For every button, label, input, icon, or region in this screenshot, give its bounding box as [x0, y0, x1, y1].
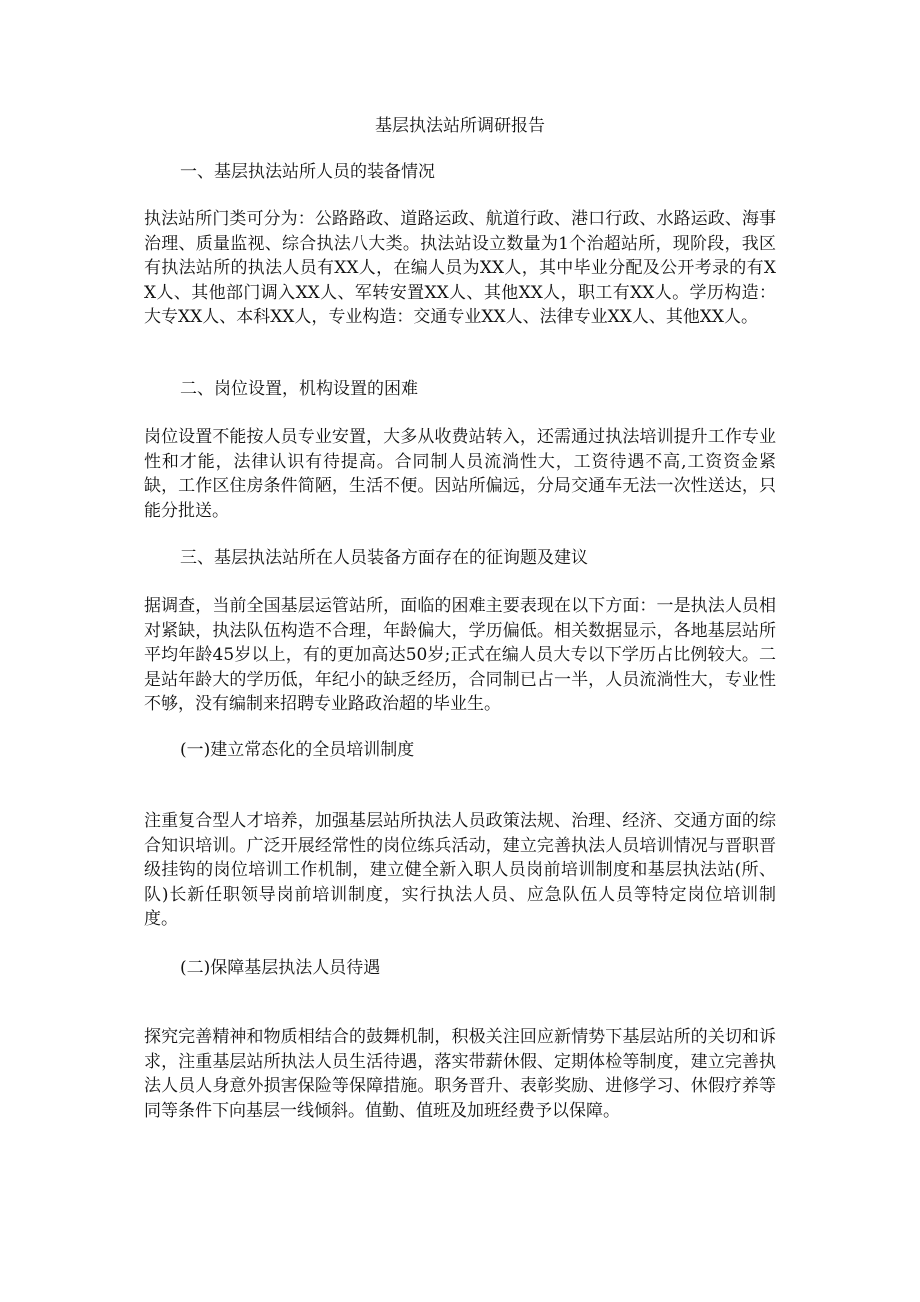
subsection-2-body: 探究完善精神和物质相结合的鼓舞机制，积极关注回应新情势下基层站所的关切和诉求，注重基层站所执法人员生活待遇，落实带薪休假、定期体检等制度，建立完善执法人员人身意外损害保险等保障措施。职务晋升、表彰奖励、进修学习、休假疗养等同等条件下向基层一线倾斜。值勤、值班及加班经费予以保障。 [144, 1027, 776, 1121]
subsection-1-heading: (一)建立常态化的全员培训制度 [180, 740, 415, 760]
section-1-body: 执法站所门类可分为：公路路政、道路运政、航道行政、港口行政、水路运政、海事治理、质量监视、综合执法八大类。执法站设立数量为1个治超站所，现阶段，我区有执法站所的执法人员有XX人，在编人员为XX人，其中毕业分配及公开考录的有XX人、其他部门调入XX人、军转安置XX人、其他XX人，职工有XX人。学历构造：大专XX人、本科XX人，专业构造：交通专业XX人、法律专业XX人、其他XX人。 [144, 209, 776, 328]
section-2-heading: 二、岗位设置，机构设置的困难 [180, 379, 418, 399]
subsection-2-heading: (二)保障基层执法人员待遇 [180, 958, 381, 978]
section-3-heading: 三、基层执法站所在人员装备方面存在的征询题及建议 [180, 548, 588, 568]
section-2-body: 岗位设置不能按人员专业安置，大多从收费站转入，还需通过执法培训提升工作专业性和才能，法律认识有待提高。合同制人员流淌性大，工资待遇不高,工资资金紧缺，工作区住房条件简陋，生活不便。因站所偏远，分局交通车无法一次性送达，只能分批送。 [144, 427, 776, 521]
section-1-heading: 一、基层执法站所人员的装备情况 [180, 162, 435, 182]
document-title: 基层执法站所调研报告 [375, 116, 545, 136]
section-3-body: 据调查，当前全国基层运管站所，面临的困难主要表现在以下方面：一是执法人员相对紧缺，执法队伍构造不合理，年龄偏大，学历偏低。相关数据显示，各地基层站所平均年龄45岁以上，有的更加高达50岁;正式在编人员大专以下学历占比例较大。二是站年龄大的学历低，年纪小的缺乏经历，合同制已占一半，人员流淌性大，专业性不够，没有编制来招聘专业路政治超的毕业生。 [144, 596, 776, 715]
subsection-1-body: 注重复合型人才培养，加强基层站所执法人员政策法规、治理、经济、交通方面的综合知识培训。广泛开展经常性的岗位练兵活动，建立完善执法人员培训情况与晋职晋级挂钩的岗位培训工作机制，建立健全新入职人员岗前培训制度和基层执法站(所、队)长新任职领导岗前培训制度，实行执法人员、应急队伍人员等特定岗位培训制度。 [144, 811, 776, 930]
